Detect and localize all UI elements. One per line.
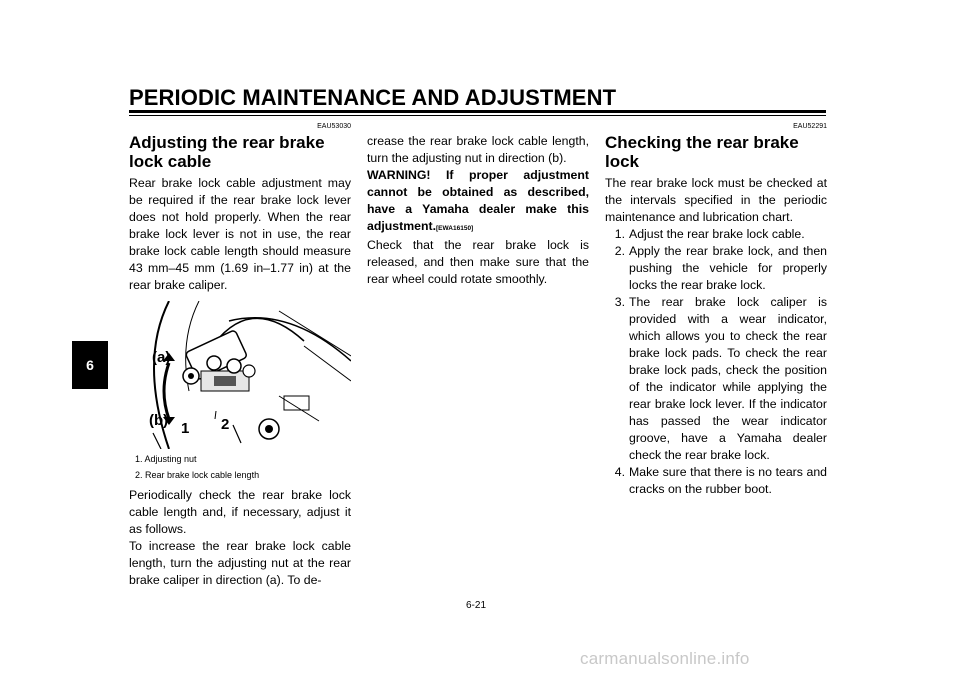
body-paragraph: Periodically check the rear brake lock cable length and, if necessary, adjust it as follows. <box>129 488 351 536</box>
section-heading: Checking the rear brake lock <box>605 133 799 171</box>
body-paragraph: crease the rear brake lock cable length, turn the adjusting nut in direction (b). <box>367 134 589 165</box>
warning-text: WARNING! If proper adjustment cannot be obtained as described, have a Yamaha dealer make this adjustment. <box>367 168 589 233</box>
page-number: 6-21 <box>466 600 487 611</box>
figure-label-1: 1 <box>181 420 190 437</box>
caption-item: 2. Rear brake lock cable length <box>135 470 260 480</box>
step-text: Make sure that there is no tears and cracks on the rubber boot. <box>629 465 827 496</box>
steps-list <box>605 226 827 498</box>
page-header-title: PERIODIC MAINTENANCE AND ADJUSTMENT <box>129 85 617 110</box>
warning-paragraph <box>367 167 589 237</box>
body-paragraph: To increase the rear brake lock cable length, turn the adjusting nut at the rear brake caliper in direction (a). To de- <box>129 539 351 587</box>
figure-captions <box>129 451 351 483</box>
watermark-link[interactable]: carmanualsonline.info <box>580 649 750 668</box>
header-rule-thin <box>129 115 826 116</box>
caption-item: 1. Adjusting nut <box>135 454 197 464</box>
step-text: The rear brake lock caliper is provided with a wear indicator, which allows you to check the rear brake lock pads. To check the rear brake lock pads, check the position of the indicator while applying the rear brake lock lever. If the indicator has passed the wear indicator groove, have a Yamaha dealer check the rear brake lock. <box>629 295 827 462</box>
section-heading: Adjusting the rear brake lock cable <box>129 133 325 171</box>
list-item <box>605 243 827 294</box>
section-code: EAU53030 <box>317 123 351 130</box>
column-left <box>129 120 351 589</box>
step-text: Apply the rear brake lock, and then pushing the vehicle for properly locks the rear brake lock. <box>629 244 827 292</box>
step-number: 2. <box>614 244 625 258</box>
body-paragraph: Check that the rear brake lock is released, and then make sure that the rear wheel could rotate smoothly. <box>367 238 589 286</box>
step-number: 4. <box>614 465 625 479</box>
warning-code: [EWA16150] <box>436 225 474 232</box>
list-item <box>605 294 827 464</box>
body-paragraph: Rear brake lock cable adjustment may be required if the rear brake lock lever does not hold properly. When the rear brake lock lever is not in use, the rear brake lock cable length should measure 43 mm–45 mm (1.69 in–1.77 in) at the rear brake caliper. <box>129 176 351 292</box>
list-item <box>605 226 827 243</box>
figure-label-b: (b) <box>149 412 169 429</box>
body-paragraph: The rear brake lock must be checked at the intervals specified in the periodic maintenance and lubrication chart. <box>605 176 827 224</box>
column-right <box>605 120 827 498</box>
brake-caliper-figure <box>129 301 351 449</box>
column-middle <box>367 120 589 288</box>
chapter-tab: 6 <box>72 341 108 389</box>
header-rule <box>129 110 826 113</box>
step-number: 3. <box>614 295 625 309</box>
step-text: Adjust the rear brake lock cable. <box>629 227 805 241</box>
step-number: 1. <box>614 227 625 241</box>
figure-label-a: (a) <box>152 349 171 366</box>
section-code: EAU52291 <box>793 123 827 130</box>
list-item <box>605 464 827 498</box>
figure-label-2: 2 <box>221 416 230 433</box>
